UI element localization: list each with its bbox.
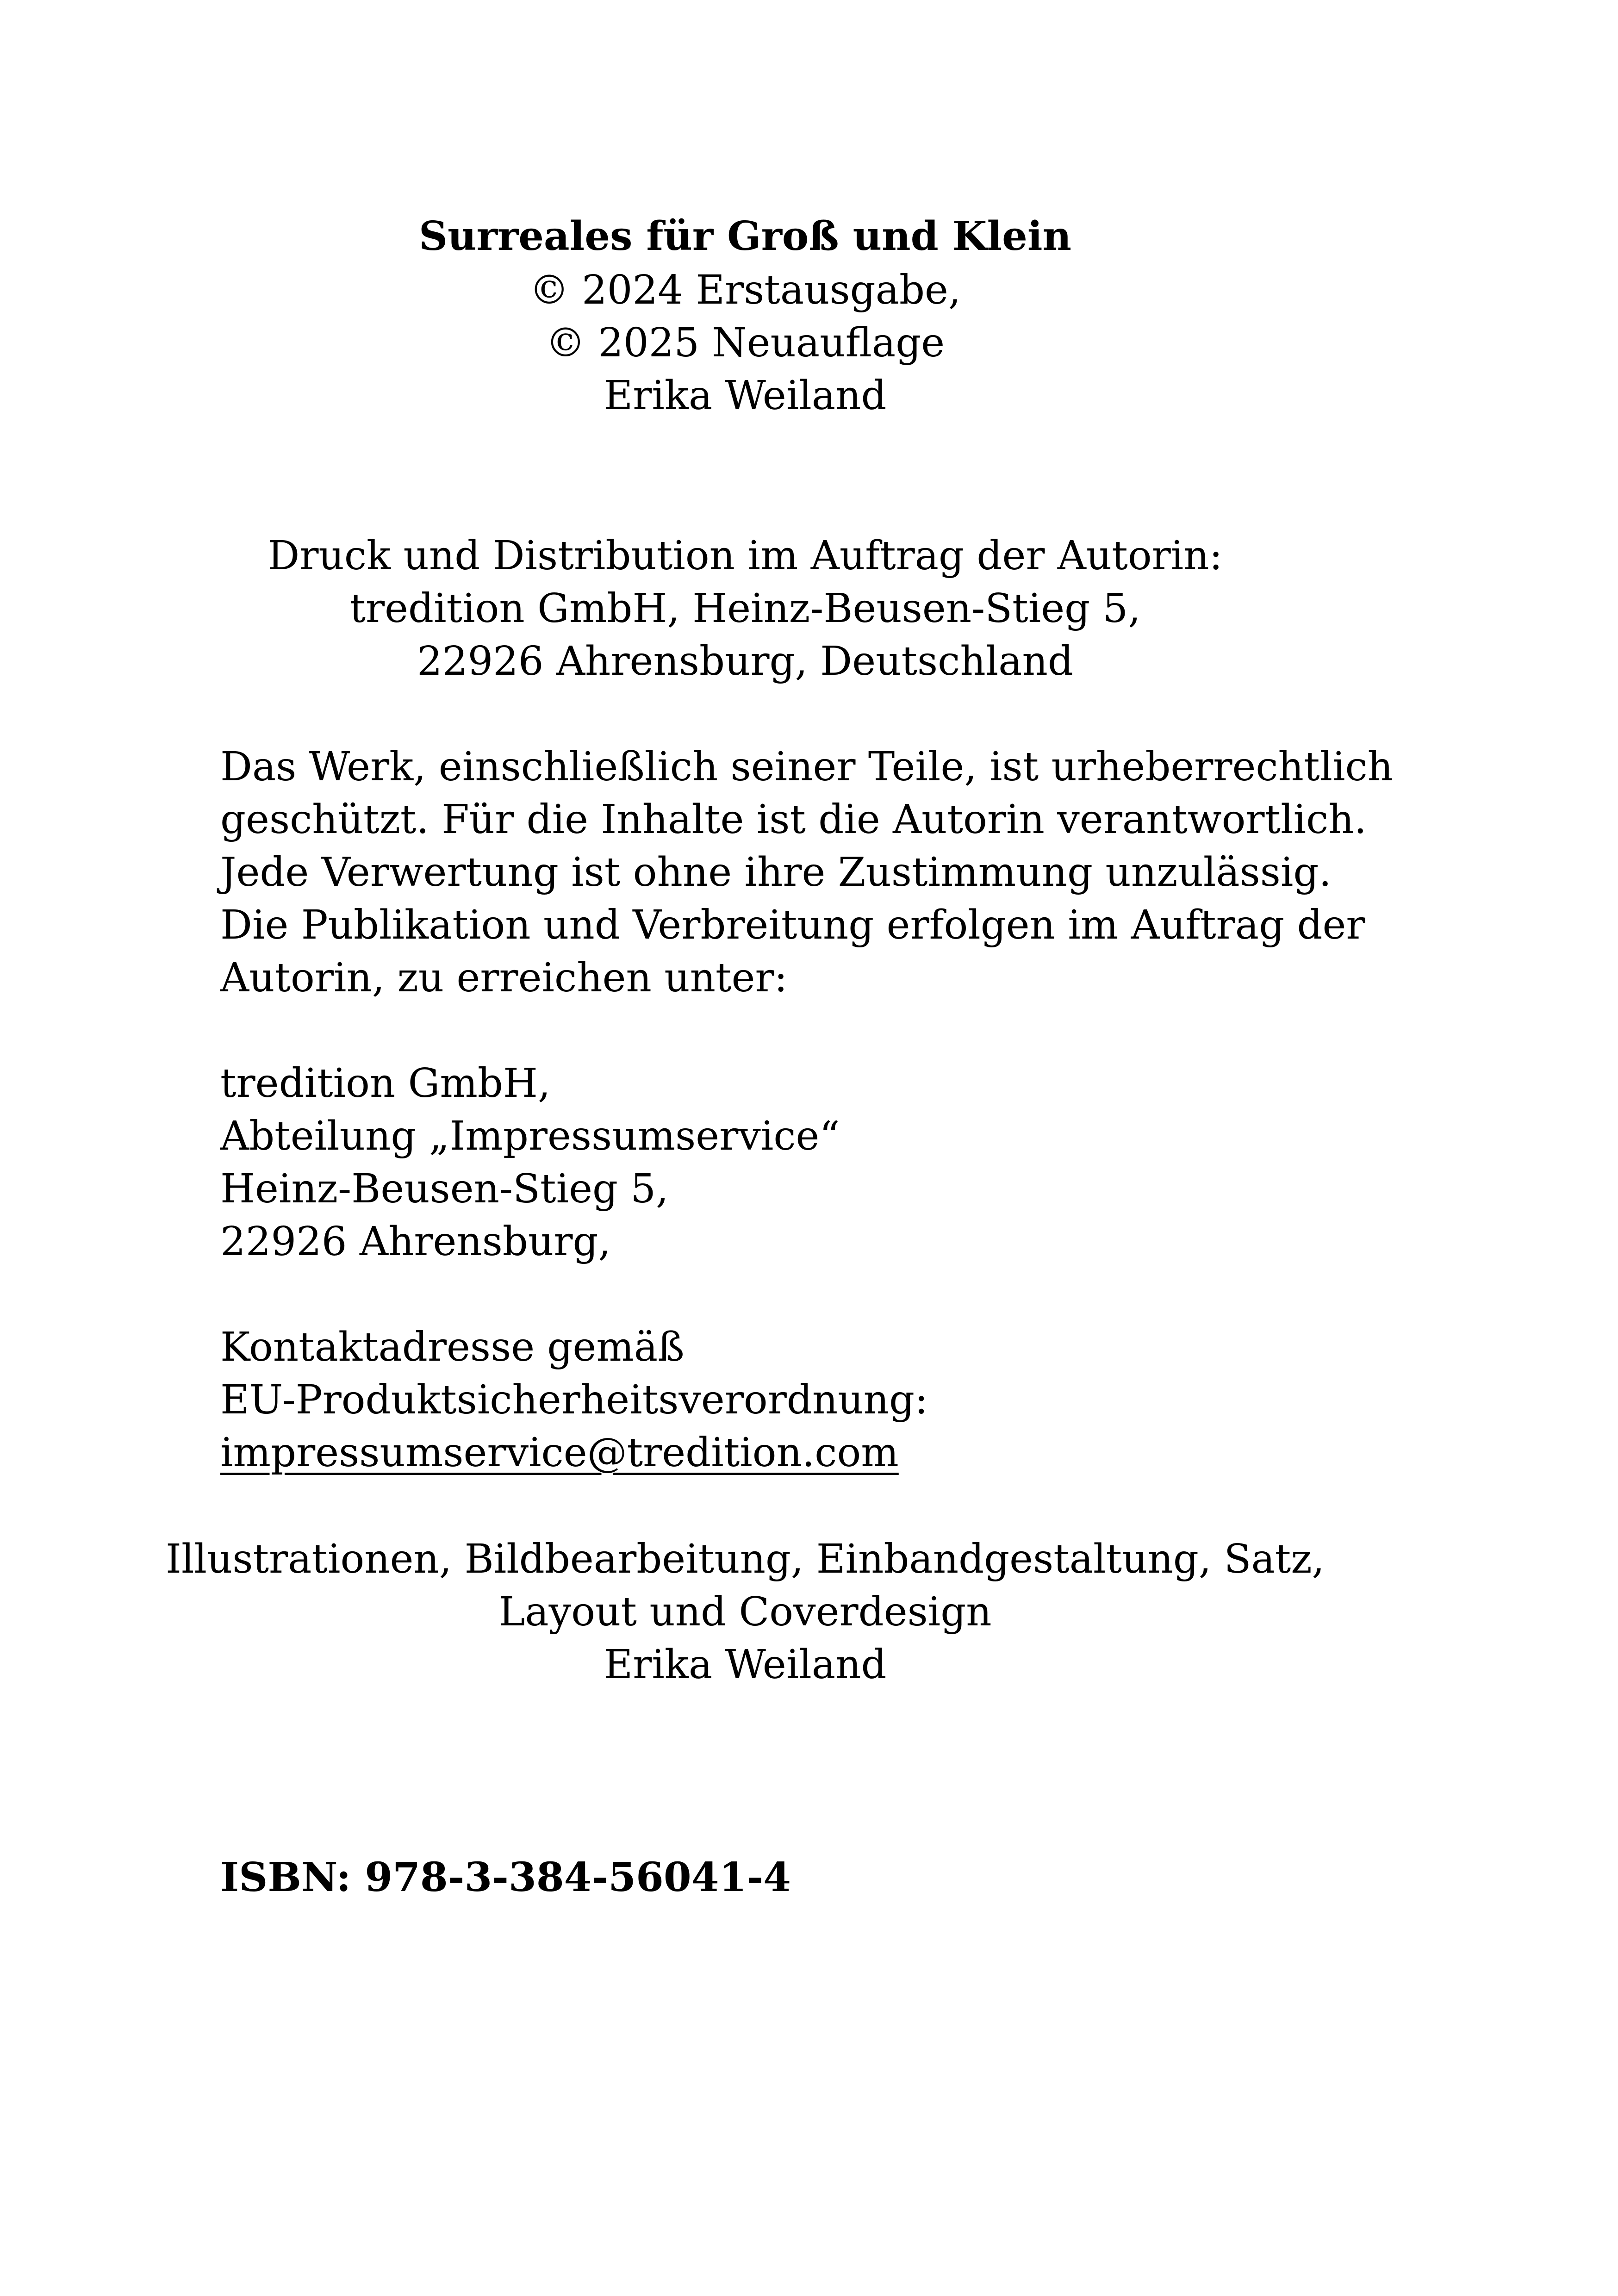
author-name: Erika Weiland: [604, 373, 887, 419]
contact-email-line: [220, 1430, 899, 1476]
book-title: Surreales für Groß und Klein: [418, 213, 1072, 260]
credits-line-1: Illustrationen, Bildbearbeitung, Einbandgestaltung, Satz,: [165, 1536, 1325, 1582]
address-department: Abteilung „Impressumservice“: [220, 1113, 840, 1159]
legal-notice-line-4: Die Publikation und Verbreitung erfolgen im Auftrag der: [220, 902, 1365, 948]
contact-email-link[interactable]: impressumservice@tredition.com: [220, 1430, 899, 1476]
legal-notice-line-1: Das Werk, einschließlich seiner Teile, ist urheberrechtlich: [220, 744, 1394, 790]
distribution-line-3: 22926 Ahrensburg, Deutschland: [417, 638, 1073, 684]
address-company: tredition GmbH,: [220, 1060, 551, 1107]
distribution-line-2: tredition GmbH, Heinz-Beusen-Stieg 5,: [349, 585, 1141, 632]
copyright-first-edition: © 2024 Erstausgabe,: [529, 267, 961, 313]
credits-line-3: Erika Weiland: [604, 1642, 887, 1688]
credits-line-2: Layout und Coverdesign: [498, 1589, 992, 1635]
address-city: 22926 Ahrensburg,: [220, 1219, 611, 1265]
isbn: ISBN: 978-3-384-56041-4: [220, 1854, 791, 1901]
legal-notice-line-3: Jede Verwertung ist ohne ihre Zustimmung unzulässig.: [220, 849, 1332, 896]
legal-notice-line-5: Autorin, zu erreichen unter:: [220, 955, 788, 1001]
address-street: Heinz-Beusen-Stieg 5,: [220, 1166, 669, 1212]
copyright-new-edition: © 2025 Neuauflage: [545, 320, 945, 366]
contact-line-2: EU-Produktsicherheitsverordnung:: [220, 1377, 928, 1423]
contact-line-1: Kontaktadresse gemäß: [220, 1324, 685, 1370]
legal-notice-line-2: geschützt. Für die Inhalte ist die Autorin verantwortlich.: [220, 796, 1367, 843]
distribution-line-1: Druck und Distribution im Auftrag der Autorin:: [268, 533, 1223, 579]
